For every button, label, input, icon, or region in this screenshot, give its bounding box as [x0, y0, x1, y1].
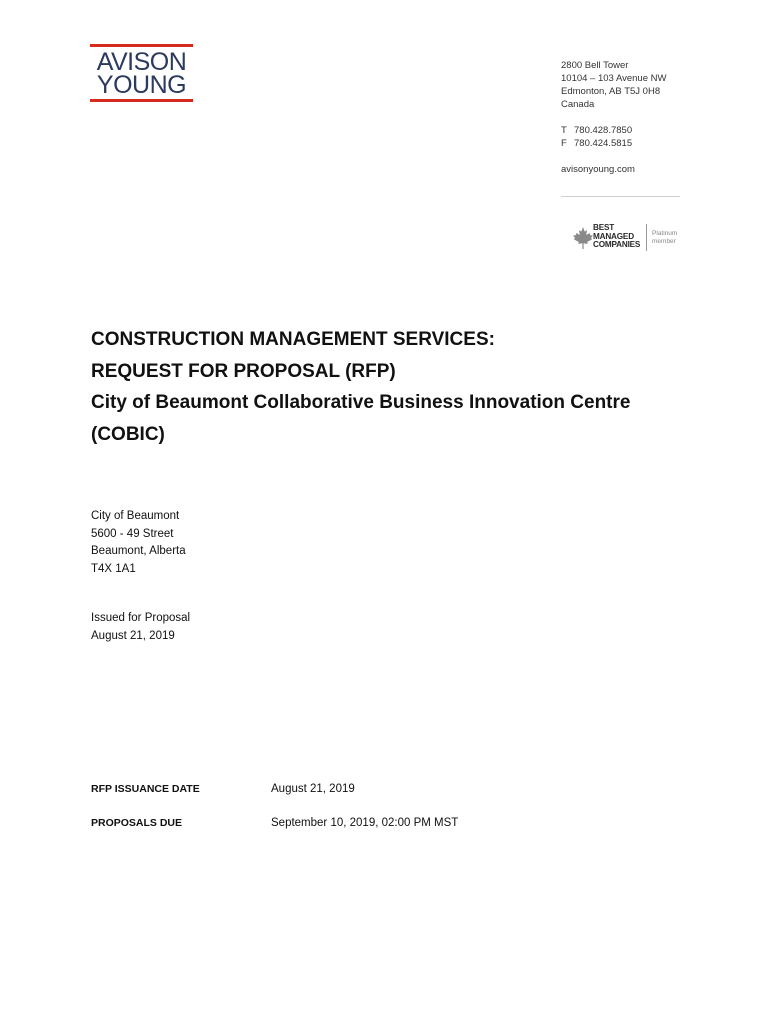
website-link[interactable]: avisonyoung.com — [561, 164, 635, 175]
title-line-4: (COBIC) — [91, 423, 165, 445]
phone-label: T — [561, 125, 567, 136]
address-line-2: 10104 – 103 Avenue NW — [561, 73, 667, 84]
logo-word-young: YOUNG — [96, 71, 187, 99]
badge-line-1: BEST — [593, 223, 615, 232]
schedule-row — [91, 814, 591, 832]
address-line-4: Canada — [561, 99, 595, 110]
address-line-1: 2800 Bell Tower — [561, 60, 629, 71]
badge-line-2: MANAGED — [593, 231, 634, 241]
logo-word-avison: AVISON — [96, 48, 187, 76]
badge-title — [593, 224, 640, 250]
fax-label: F — [561, 138, 567, 149]
schedule-label: RFP ISSUANCE DATE — [91, 783, 200, 795]
recipient-line-3: Beaumont, Alberta — [91, 545, 186, 557]
issue-status — [91, 610, 190, 645]
logo-bottom-bar — [90, 99, 193, 102]
maple-leaf-icon — [573, 227, 593, 249]
address-line-3: Edmonton, AB T5J 0H8 — [561, 86, 661, 97]
badge-tier-line-1: Platinum — [652, 230, 678, 237]
logo-top-bar — [90, 44, 193, 47]
recipient-address — [91, 508, 186, 578]
office-address — [561, 59, 691, 176]
fax-line — [561, 137, 691, 150]
phone-line — [561, 124, 691, 137]
recipient-line-1: City of Beaumont — [91, 510, 180, 522]
recipient-line-4: T4X 1A1 — [91, 562, 136, 575]
phone-number: 780.428.7850 — [574, 125, 633, 136]
issue-status-text: Issued for Proposal — [91, 612, 191, 624]
document-title — [91, 324, 691, 450]
schedule-value: September 10, 2019, 02:00 PM MST — [271, 817, 459, 829]
title-line-3: City of Beaumont Collaborative Business Innovation Centre — [91, 392, 631, 413]
recipient-line-2: 5600 - 49 Street — [91, 527, 174, 540]
address-spacer-2 — [561, 150, 691, 163]
company-logo — [90, 44, 193, 102]
address-spacer — [561, 111, 691, 124]
badge-divider — [646, 224, 647, 251]
header-divider — [561, 196, 680, 197]
badge-line-3: COMPANIES — [593, 240, 641, 250]
fax-number: 780.424.5815 — [574, 138, 633, 149]
badge-tier — [652, 230, 677, 246]
badge-tier-line-2: member — [652, 238, 676, 245]
title-line-2: REQUEST FOR PROPOSAL (RFP) — [91, 360, 396, 382]
issue-date: August 21, 2019 — [91, 629, 175, 642]
schedule-value: August 21, 2019 — [271, 783, 355, 795]
title-line-1: CONSTRUCTION MANAGEMENT SERVICES: — [91, 329, 495, 350]
schedule-label: PROPOSALS DUE — [91, 817, 183, 829]
best-managed-badge — [573, 223, 683, 253]
schedule-row — [91, 780, 591, 798]
